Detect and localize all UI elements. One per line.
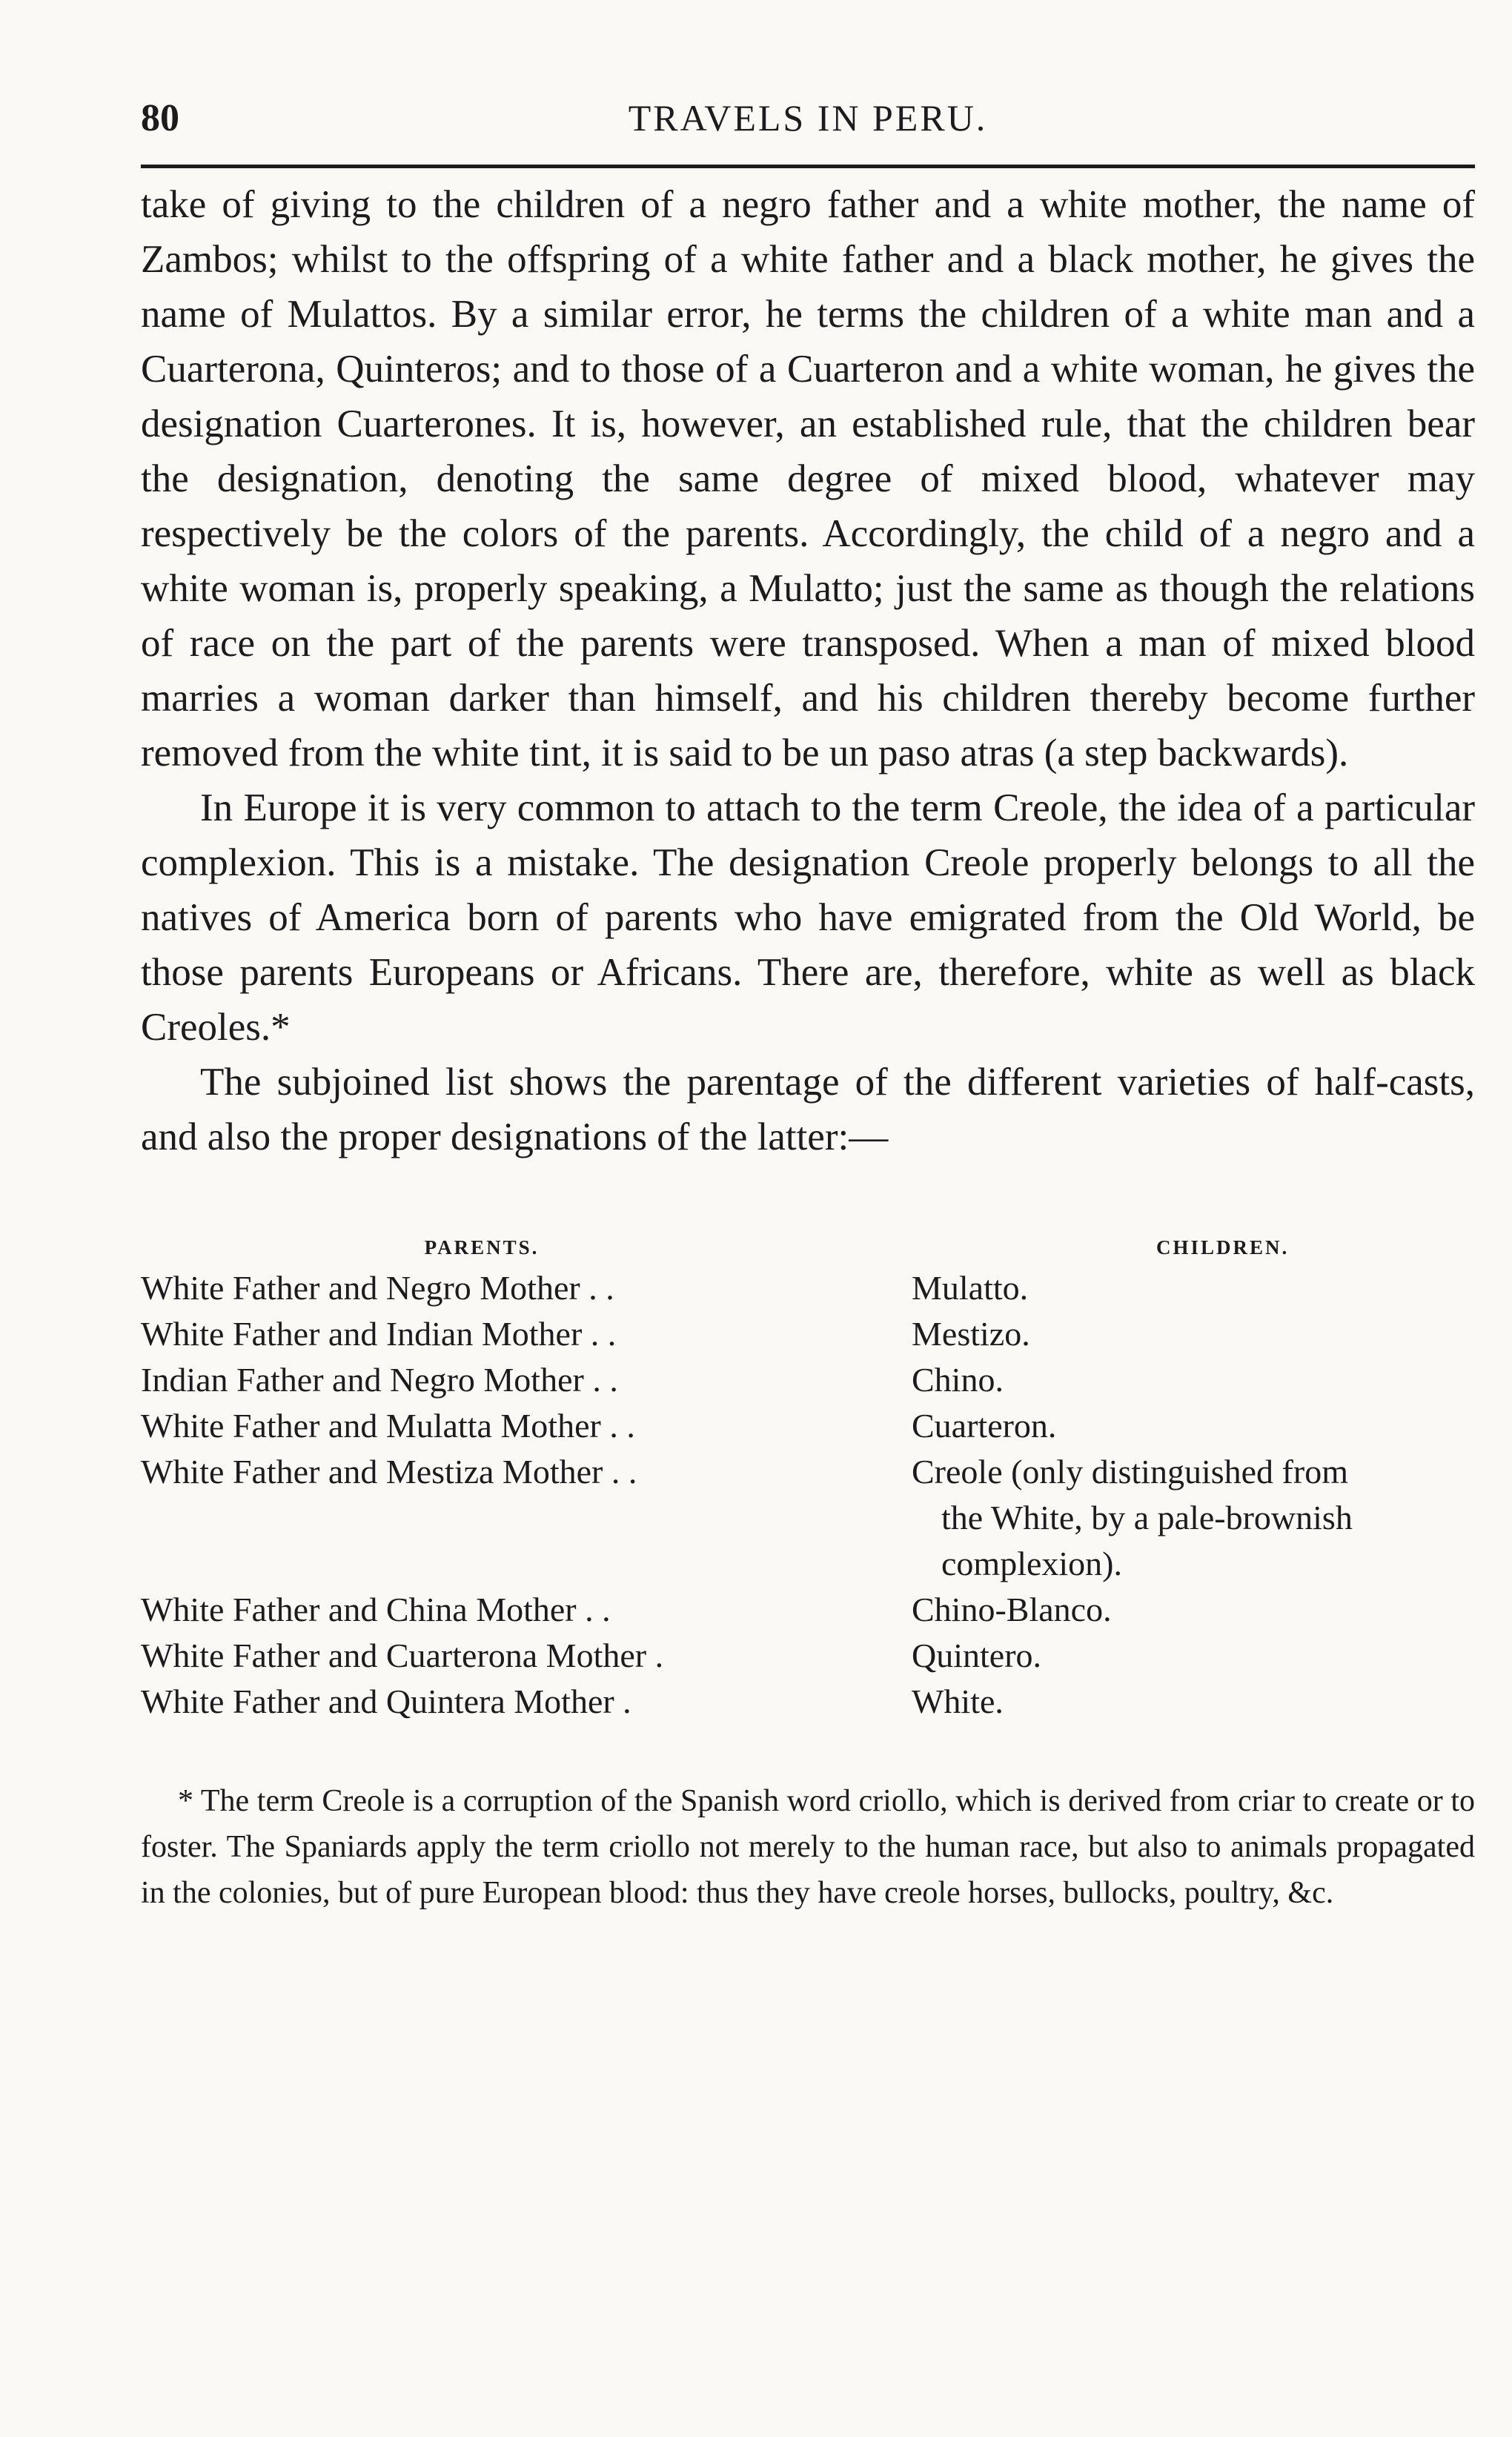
table-row (141, 1403, 1475, 1449)
table-row (141, 1587, 1475, 1633)
table-row (141, 1357, 1475, 1403)
parents-cell: White Father and China Mother . . (141, 1591, 611, 1628)
child-designation: White. (912, 1682, 1004, 1720)
paragraph: take of giving to the children of a negro father and a white mother, the name of Zambos; whilst to the offspring of a white father and a black mother, he gives the name of Mulattos. By a similar error, he terms the children of a white man and a Cuarterona, Quinteros; and to those of a Cuarteron and a white woman, he gives the designation Cuarterones. It is, however, an established rule, that the children bear the designation, denoting the same degree of mixed blood, whatever may respectively be the colors of the parents. Accordingly, the child of a negro and a white woman is, properly speaking, a Mulatto; just the same as though the relations of race on the part of the parents were transposed. When a man of mixed blood marries a woman darker than himself, and his children thereby become further removed from the white tint, it is said to be un paso atras (a step backwards). (141, 183, 1475, 775)
parents-cell: White Father and Cuarterona Mother . (141, 1637, 664, 1674)
child-designation: Mestizo. (912, 1315, 1030, 1353)
header-rule (141, 165, 1475, 168)
table-row (141, 1265, 1475, 1311)
table-row (141, 1311, 1475, 1357)
child-cell (912, 1403, 1475, 1449)
page-header (141, 89, 1475, 156)
child-cell (912, 1633, 1475, 1679)
footnote: * The term Creole is a corruption of the Spanish word criollo, which is derived from criar to create or to foster. The Spaniards apply the term criollo not merely to the human race, but also to animals propagated in the colonies, but of pure European blood: thus they have creole horses, bullocks, poultry, &c. (141, 1784, 1475, 1910)
child-cell (912, 1357, 1475, 1403)
child-cell (912, 1587, 1475, 1633)
table-row (141, 1633, 1475, 1679)
child-designation-continued: the White, by a pale-brownish complexion). (941, 1499, 1353, 1582)
column-header-parents: PARENTS. (424, 1236, 540, 1259)
parents-cell: White Father and Quintera Mother . (141, 1682, 631, 1720)
paragraph: The subjoined list shows the parentage of the different varieties of half-casts, and also the proper designations of the latter:— (141, 1061, 1475, 1158)
table-row (141, 1679, 1475, 1725)
column-header-children: CHILDREN. (1156, 1236, 1290, 1259)
parents-cell: White Father and Mulatta Mother . . (141, 1407, 635, 1445)
parents-cell: Indian Father and Negro Mother . . (141, 1361, 618, 1399)
child-designation: Chino. (912, 1361, 1004, 1399)
parents-cell: White Father and Indian Mother . . (141, 1315, 617, 1353)
child-cell (912, 1265, 1475, 1311)
child-cell (912, 1311, 1475, 1357)
table-header (141, 1230, 1475, 1265)
child-designation: Creole (only distinguished from (912, 1453, 1348, 1491)
page-number: 80 (141, 97, 179, 139)
child-designation: Chino-Blanco. (912, 1591, 1112, 1628)
child-designation: Quintero. (912, 1637, 1042, 1674)
body-text (141, 177, 1475, 1164)
child-cell (912, 1679, 1475, 1725)
parents-cell: White Father and Negro Mother . . (141, 1269, 614, 1307)
parentage-table (141, 1230, 1475, 1725)
child-designation: Cuarteron. (912, 1407, 1057, 1445)
parents-cell: White Father and Mestiza Mother . . (141, 1453, 637, 1491)
paragraph: In Europe it is very common to attach to the term Creole, the idea of a particular complexion. This is a mistake. The designation Creole properly belongs to all the natives of America born of parents who have emigrated from the Old World, be those parents Europeans or Africans. There are, therefore, white as well as black Creoles.* (141, 786, 1475, 1049)
child-cell (912, 1449, 1475, 1587)
child-designation: Mulatto. (912, 1269, 1029, 1307)
book-page (141, 89, 1475, 1947)
running-title: TRAVELS IN PERU. (628, 97, 988, 139)
table-row (141, 1449, 1475, 1587)
